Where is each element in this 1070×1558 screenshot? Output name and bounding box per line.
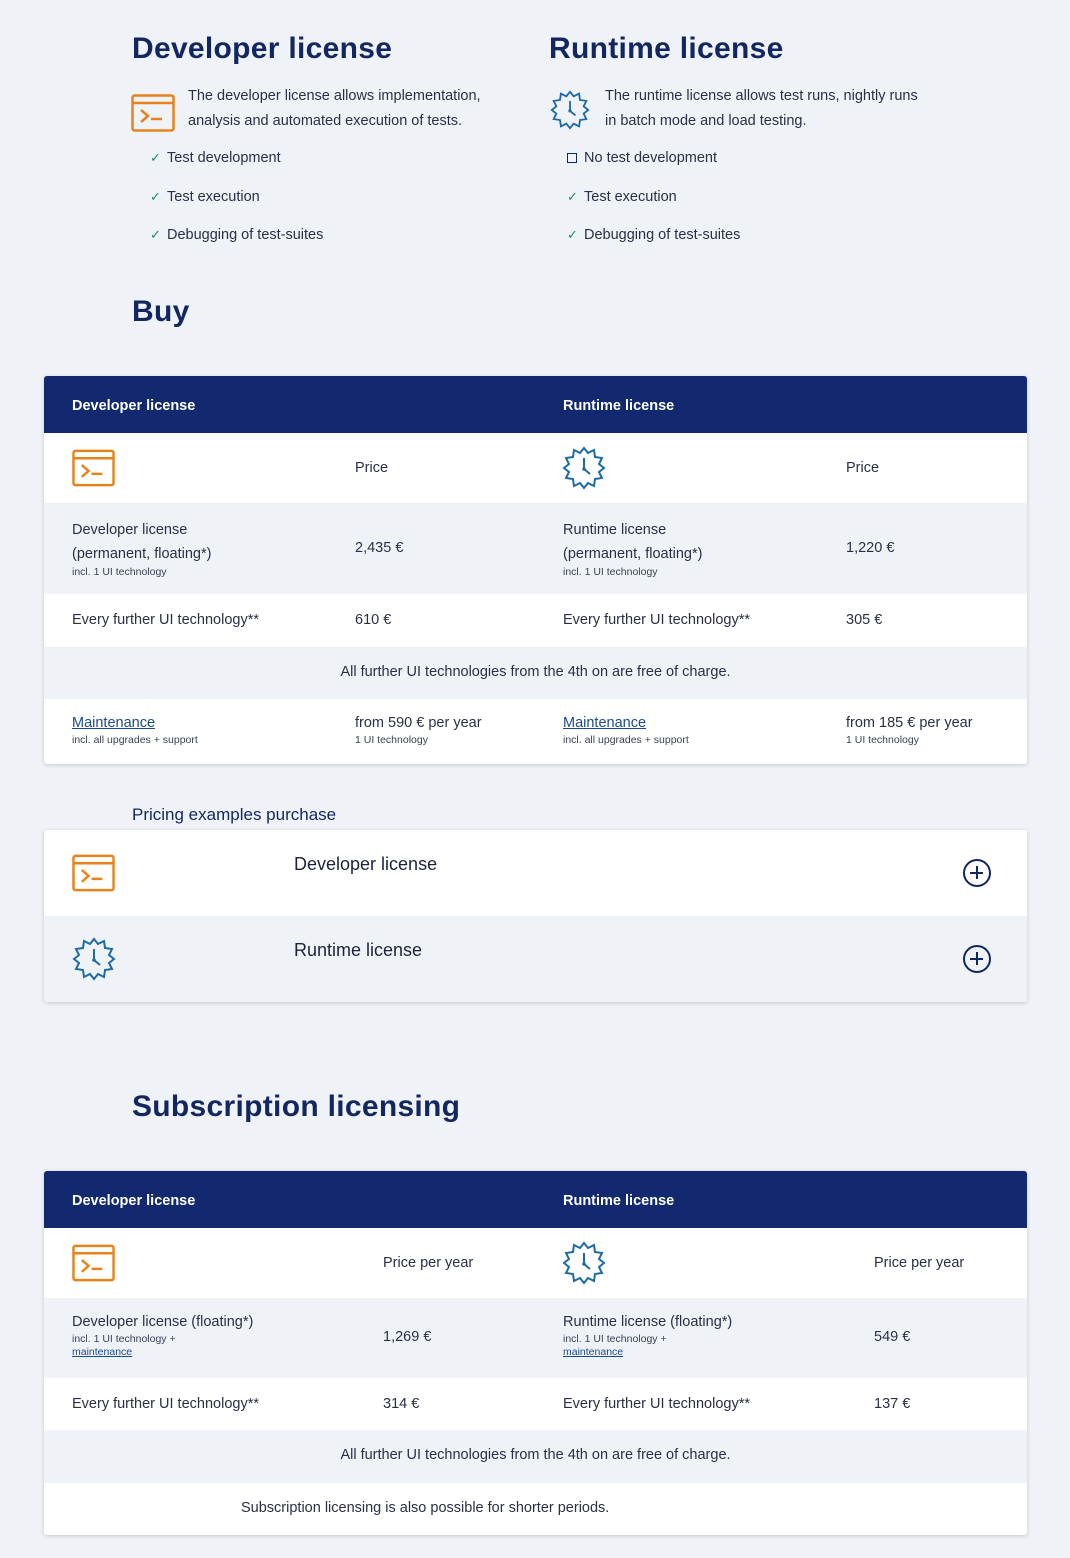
column-header-developer: Developer license xyxy=(72,398,196,414)
column-header-developer: Developer license xyxy=(72,1193,196,1209)
further-technology-label: Every further UI technology** xyxy=(563,612,750,628)
runtime-further-price: 305 € xyxy=(846,612,883,628)
gear-clock-icon xyxy=(72,937,116,981)
runtime-subscription-item: Runtime license (floating*) incl. 1 UI technology + maintenance xyxy=(563,1314,733,1358)
expand-plus-icon[interactable] xyxy=(963,859,991,887)
table-row xyxy=(44,594,1027,647)
developer-subscription-item: Developer license (floating*) incl. 1 UI technology + maintenance xyxy=(72,1314,254,1358)
expand-plus-icon[interactable] xyxy=(963,945,991,973)
gear-clock-icon xyxy=(562,1241,606,1285)
further-technology-label: Every further UI technology** xyxy=(72,1396,259,1412)
feature-item: ✓ Debugging of test-suites xyxy=(150,227,324,243)
table-row xyxy=(44,1378,1027,1430)
subscription-heading: Subscription licensing xyxy=(132,1090,461,1123)
runtime-subscription-price: 549 € xyxy=(874,1329,911,1345)
table-row xyxy=(44,647,1027,699)
further-technology-label: Every further UI technology** xyxy=(563,1396,750,1412)
shorter-periods-note: Subscription licensing is also possible for shorter periods. xyxy=(241,1500,610,1516)
pricing-examples-accordion xyxy=(44,830,1027,1002)
accordion-item-runtime[interactable] xyxy=(44,916,1027,1002)
feature-item: ✓ Test execution xyxy=(150,189,260,205)
terminal-window-icon xyxy=(72,1244,115,1282)
developer-license-title: Developer license xyxy=(132,32,393,65)
developer-subscription-price: 1,269 € xyxy=(383,1329,432,1345)
price-column-label: Price per year xyxy=(874,1255,965,1271)
developer-further-price: 314 € xyxy=(383,1396,420,1412)
maintenance-technology-note: 1 UI technology xyxy=(355,734,428,746)
accordion-title: Runtime license xyxy=(294,940,423,960)
free-technologies-note: All further UI technologies from the 4th on are free of charge. xyxy=(340,664,731,680)
maintenance-technology-note: 1 UI technology xyxy=(846,734,919,746)
maintenance-link[interactable]: maintenance xyxy=(72,1346,133,1358)
maintenance-link[interactable]: Maintenance xyxy=(72,715,156,731)
check-icon: ✓ xyxy=(150,227,161,242)
table-row xyxy=(44,1298,1027,1378)
runtime-license-item: Runtime license (permanent, floating*) incl. 1 UI technology xyxy=(563,522,703,578)
runtime-license-description: The runtime license allows test runs, nightly runs in batch mode and load testing. xyxy=(605,88,918,129)
table-row xyxy=(44,1483,1027,1535)
developer-license-description: The developer license allows implementation, analysis and automated execution of tests. xyxy=(188,88,481,129)
subscription-pricing-table xyxy=(44,1171,1027,1535)
further-technology-label: Every further UI technology** xyxy=(72,612,259,628)
accordion-title: Developer license xyxy=(294,854,438,874)
maintenance-note: incl. all upgrades + support xyxy=(72,734,198,746)
terminal-window-icon xyxy=(72,449,115,487)
feature-item: ✓ Test development xyxy=(150,150,281,166)
runtime-license-title: Runtime license xyxy=(549,32,784,65)
table-header xyxy=(44,376,1027,433)
pricing-examples-heading: Pricing examples purchase xyxy=(132,805,337,824)
feature-item: ✓ Test execution xyxy=(567,189,677,205)
table-row xyxy=(44,699,1027,764)
developer-license-item: Developer license (permanent, floating*) incl. 1 UI technology xyxy=(72,522,212,578)
runtime-maintenance-price: from 185 € per year xyxy=(846,715,973,731)
table-header xyxy=(44,1171,1027,1228)
table-row xyxy=(44,1228,1027,1298)
maintenance-link[interactable]: maintenance xyxy=(563,1346,624,1358)
table-row xyxy=(44,1430,1027,1483)
column-header-runtime: Runtime license xyxy=(563,398,675,414)
feature-item: No test development xyxy=(567,150,717,166)
gear-clock-icon xyxy=(548,90,592,130)
maintenance-note: incl. all upgrades + support xyxy=(563,734,689,746)
table-row xyxy=(44,503,1027,594)
check-icon: ✓ xyxy=(150,150,161,165)
buy-pricing-table xyxy=(44,376,1027,764)
price-column-label: Price xyxy=(355,460,389,476)
feature-item: ✓ Debugging of test-suites xyxy=(567,227,741,243)
runtime-license-price: 1,220 € xyxy=(846,540,895,556)
developer-maintenance-price: from 590 € per year xyxy=(355,715,482,731)
accordion-item-developer[interactable] xyxy=(44,830,1027,916)
terminal-window-icon xyxy=(131,93,175,133)
terminal-window-icon xyxy=(72,854,115,892)
developer-license-price: 2,435 € xyxy=(355,540,404,556)
check-icon: ✓ xyxy=(150,189,161,204)
column-header-runtime: Runtime license xyxy=(563,1193,675,1209)
table-row xyxy=(44,433,1027,503)
empty-checkbox-icon xyxy=(567,153,577,163)
check-icon: ✓ xyxy=(567,227,578,242)
price-column-label: Price xyxy=(846,460,880,476)
price-column-label: Price per year xyxy=(383,1255,474,1271)
buy-heading: Buy xyxy=(132,295,190,328)
free-technologies-note: All further UI technologies from the 4th on are free of charge. xyxy=(340,1447,731,1463)
gear-clock-icon xyxy=(562,446,606,490)
maintenance-link[interactable]: Maintenance xyxy=(563,715,647,731)
check-icon: ✓ xyxy=(567,189,578,204)
developer-further-price: 610 € xyxy=(355,612,392,628)
runtime-further-price: 137 € xyxy=(874,1396,911,1412)
